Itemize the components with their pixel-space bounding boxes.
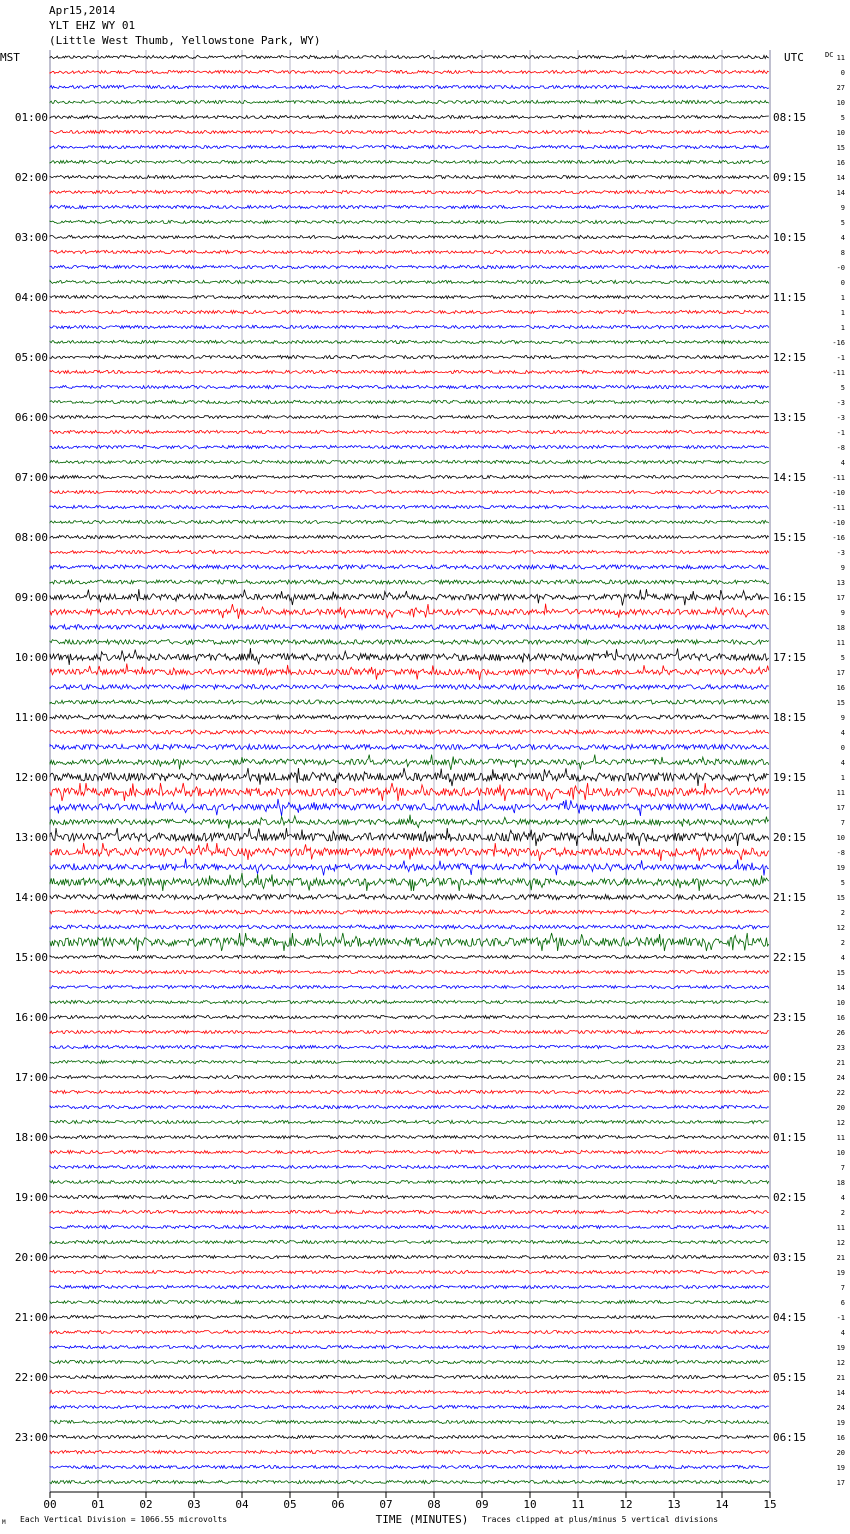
seismic-trace [50, 430, 769, 433]
utc-hour-label: 10:15 [773, 231, 807, 244]
seismic-trace [50, 130, 769, 133]
seismic-trace [50, 1060, 769, 1063]
mst-hour-label: 20:00 [14, 1251, 48, 1264]
mst-hour-label: 16:00 [14, 1011, 48, 1024]
seismic-trace [50, 1420, 769, 1423]
seismic-trace [50, 1180, 769, 1183]
seismic-trace [50, 730, 769, 734]
seismic-trace [50, 700, 769, 704]
dc-offset-label: 13 [836, 579, 845, 587]
seismic-trace [50, 460, 769, 463]
utc-hour-label: 09:15 [773, 171, 807, 184]
seismic-trace [50, 1015, 769, 1018]
mst-hour-label: 03:00 [14, 231, 48, 244]
mst-hour-label: 19:00 [14, 1191, 48, 1204]
seismic-trace [50, 340, 769, 343]
dc-offset-label: 19 [836, 1344, 845, 1352]
seismic-trace [50, 640, 769, 645]
dc-offset-label: 19 [836, 864, 845, 872]
dc-offset-label: 12 [836, 924, 845, 932]
dc-offset-label: -10 [832, 489, 845, 497]
seismic-trace [50, 355, 769, 358]
dc-offset-label: 9 [840, 609, 845, 617]
dc-offset-label: 10 [836, 1149, 845, 1157]
dc-offset-label: 14 [836, 174, 845, 182]
dc-offset-label: 2 [840, 1209, 845, 1217]
dc-offset-label: 21 [836, 1254, 845, 1262]
dc-offset-label: 16 [836, 159, 845, 167]
mst-hour-label: 11:00 [14, 711, 48, 724]
mst-hour-label: 13:00 [14, 831, 48, 844]
seismic-trace [50, 715, 769, 719]
x-tick-label: 06 [331, 1498, 345, 1511]
mst-hour-labels [15, 111, 48, 1444]
seismic-trace [50, 1330, 769, 1333]
seismic-trace [50, 685, 769, 690]
seismic-trace [50, 873, 769, 891]
dc-offset-label: 15 [836, 144, 845, 152]
dc-offset-label: 7 [840, 1284, 845, 1292]
dc-offset-label: 4 [840, 729, 845, 737]
seismic-trace [50, 1480, 769, 1483]
seismic-trace [50, 783, 769, 801]
utc-hour-label: 15:15 [773, 531, 807, 544]
utc-axis-label: UTC [784, 51, 804, 64]
x-tick-label: 13 [667, 1498, 681, 1511]
dc-offset-label: 5 [840, 879, 845, 887]
dc-offset-label: 10 [836, 129, 845, 137]
seismic-trace [50, 190, 769, 193]
dc-offset-label: 6 [840, 1299, 845, 1307]
dc-offset-label: 20 [836, 1449, 845, 1457]
seismic-trace [50, 325, 769, 328]
dc-offset-label: 11 [836, 789, 845, 797]
utc-hour-label: 16:15 [773, 591, 807, 604]
dc-offset-label: 12 [836, 1239, 845, 1247]
seismic-trace [50, 1105, 769, 1108]
dc-offset-label: -0 [836, 264, 845, 272]
dc-offset-label: 10 [836, 834, 845, 842]
seismic-trace [50, 589, 769, 605]
seismic-trace [50, 235, 769, 238]
x-tick-label: 09 [475, 1498, 489, 1511]
seismic-trace [50, 1135, 769, 1138]
corner-mark: M [2, 1519, 6, 1526]
x-tick-label: 08 [427, 1498, 441, 1511]
dc-offset-label: 21 [836, 1374, 845, 1382]
dc-offset-label: 12 [836, 1119, 845, 1127]
seismic-trace [50, 160, 769, 163]
mst-hour-label: 21:00 [14, 1311, 48, 1324]
dc-offset-label: 5 [840, 654, 845, 662]
dc-offset-label: 8 [840, 249, 845, 257]
mst-hour-label: 09:00 [14, 591, 48, 604]
seismic-trace [50, 175, 769, 178]
x-tick-label: 04 [235, 1498, 249, 1511]
utc-hour-label: 23:15 [773, 1011, 807, 1024]
seismic-trace [50, 145, 769, 148]
seismic-trace [50, 280, 769, 283]
dc-offset-label: 14 [836, 189, 845, 197]
seismic-trace [50, 565, 769, 569]
seismic-trace [50, 955, 769, 958]
utc-hour-label: 17:15 [773, 651, 807, 664]
dc-offset-label: 9 [840, 204, 845, 212]
utc-hour-label: 19:15 [773, 771, 807, 784]
mst-hour-label: 06:00 [14, 411, 48, 424]
mst-hour-label: 12:00 [14, 771, 48, 784]
dc-offset-label: 23 [836, 1044, 845, 1052]
dc-offset-label: 11 [836, 639, 845, 647]
dc-offset-label: 1 [840, 324, 845, 332]
seismic-trace [50, 1000, 769, 1003]
dc-offset-label: 10 [836, 99, 845, 107]
clipping-note: Traces clipped at plus/minus 5 vertical divisions [482, 1515, 719, 1524]
seismic-trace [50, 550, 769, 553]
plot-date: Apr15,2014 [49, 4, 116, 17]
seismic-trace [50, 85, 769, 88]
x-tick-label: 01 [91, 1498, 105, 1511]
mst-hour-label: 22:00 [14, 1371, 48, 1384]
dc-offset-label: 5 [840, 384, 845, 392]
seismic-trace [50, 604, 769, 619]
seismic-trace [50, 985, 769, 988]
utc-hour-label: 21:15 [773, 891, 807, 904]
seismic-trace [50, 648, 769, 665]
seismic-trace [50, 755, 769, 770]
dc-offset-label: 7 [840, 1164, 845, 1172]
mst-hour-label: 10:00 [14, 651, 48, 664]
dc-offset-label: 19 [836, 1269, 845, 1277]
dc-offset-label: -11 [832, 504, 845, 512]
dc-offset-label: 17 [836, 1479, 845, 1487]
mst-hour-label: 23:00 [14, 1431, 48, 1444]
utc-hour-label: 02:15 [773, 1191, 807, 1204]
seismic-trace [50, 828, 769, 846]
seismic-trace [50, 925, 769, 929]
seismic-trace [50, 970, 769, 973]
seismic-trace [50, 100, 769, 103]
dc-offset-label: 5 [840, 219, 845, 227]
dc-offset-label: 5 [840, 114, 845, 122]
utc-hour-label: 20:15 [773, 831, 807, 844]
seismic-trace [50, 933, 769, 951]
dc-offset-label: 19 [836, 1464, 845, 1472]
seismic-trace [50, 1165, 769, 1168]
dc-offset-label: -3 [836, 399, 845, 407]
seismic-trace [50, 1345, 769, 1348]
station-name: YLT EHZ WY 01 [49, 19, 136, 32]
x-tick-label: 15 [763, 1498, 777, 1511]
dc-offset-label: -3 [836, 414, 845, 422]
seismic-trace [50, 535, 769, 538]
utc-hour-label: 01:15 [773, 1131, 807, 1144]
dc-offset-labels [832, 54, 845, 1487]
dc-offset-label: 9 [840, 564, 845, 572]
dc-offset-label: 16 [836, 1434, 845, 1442]
seismic-trace [50, 580, 769, 584]
dc-offset-label: 2 [840, 909, 845, 917]
utc-hour-label: 11:15 [773, 291, 807, 304]
dc-offset-label: 15 [836, 969, 845, 977]
dc-offset-label: 14 [836, 1389, 845, 1397]
dc-offset-label: 14 [836, 984, 845, 992]
utc-hour-label: 14:15 [773, 471, 807, 484]
dc-offset-label: 1 [840, 294, 845, 302]
dc-offset-label: 1 [840, 774, 845, 782]
seismic-trace [50, 70, 769, 73]
seismic-trace [50, 1360, 769, 1363]
mst-hour-label: 02:00 [14, 171, 48, 184]
seismic-trace [50, 220, 769, 223]
seismic-trace [50, 490, 769, 493]
seismic-trace [50, 55, 769, 58]
seismic-trace [50, 1300, 769, 1303]
dc-offset-label: 19 [836, 1419, 845, 1427]
dc-offset-label: 12 [836, 1359, 845, 1367]
dc-offset-label: 4 [840, 954, 845, 962]
mst-axis-label: MST [0, 51, 20, 64]
utc-hour-label: 05:15 [773, 1371, 807, 1384]
dc-offset-label: 7 [840, 819, 845, 827]
seismic-trace [50, 520, 769, 523]
seismic-trace [50, 1450, 769, 1453]
dc-offset-label: 21 [836, 1059, 845, 1067]
utc-hour-label: 03:15 [773, 1251, 807, 1264]
seismic-trace [50, 768, 769, 786]
dc-offset-label: 24 [836, 1074, 845, 1082]
dc-offset-label: 11 [836, 54, 845, 62]
utc-hour-label: 12:15 [773, 351, 807, 364]
dc-offset-label: 18 [836, 1179, 845, 1187]
x-tick-label: 02 [139, 1498, 153, 1511]
seismic-trace [50, 799, 769, 816]
seismic-trace [50, 1075, 769, 1078]
seismic-trace [50, 1030, 769, 1033]
dc-offset-label: 10 [836, 999, 845, 1007]
seismic-trace [50, 843, 769, 861]
x-axis-ticks [43, 1492, 776, 1511]
mst-hour-label: 04:00 [14, 291, 48, 304]
utc-hour-label: 13:15 [773, 411, 807, 424]
seismic-trace [50, 1375, 769, 1378]
dc-offset-label: 16 [836, 684, 845, 692]
dc-offset-label: -1 [836, 354, 845, 362]
x-tick-label: 11 [571, 1498, 585, 1511]
dc-offset-label: 17 [836, 669, 845, 677]
dc-offset-label: 17 [836, 594, 845, 602]
dc-offset-label: -8 [836, 849, 845, 857]
seismic-trace [50, 1225, 769, 1228]
seismic-trace [50, 250, 769, 253]
dc-offset-label: 0 [840, 69, 845, 77]
dc-offset-label: 4 [840, 1194, 845, 1202]
seismic-trace [50, 1390, 769, 1393]
utc-hour-label: 04:15 [773, 1311, 807, 1324]
seismic-trace [50, 1405, 769, 1408]
seismic-trace [50, 1195, 769, 1198]
mst-hour-label: 01:00 [14, 111, 48, 124]
seismic-trace [50, 1090, 769, 1093]
seismic-trace [50, 1465, 769, 1468]
dc-offset-label: 2 [840, 939, 845, 947]
dc-offset-label: 27 [836, 84, 845, 92]
seismic-trace [50, 1435, 769, 1438]
x-axis-title: TIME (MINUTES) [375, 1513, 469, 1526]
dc-offset-label: -11 [832, 369, 845, 377]
utc-hour-label: 00:15 [773, 1071, 807, 1084]
dc-offset-label: -11 [832, 474, 845, 482]
dc-offset-label: 17 [836, 804, 845, 812]
seismic-trace [50, 265, 769, 268]
dc-offset-label: 9 [840, 714, 845, 722]
seismic-trace [50, 859, 769, 876]
seismic-trace [50, 1120, 769, 1123]
dc-offset-label: -10 [832, 519, 845, 527]
dc-offset-label: 11 [836, 1224, 845, 1232]
mst-hour-label: 05:00 [14, 351, 48, 364]
seismic-trace [50, 475, 769, 478]
seismic-trace [50, 1270, 769, 1273]
seismic-trace [50, 1315, 769, 1318]
dc-offset-label: -16 [832, 534, 845, 542]
utc-hour-label: 18:15 [773, 711, 807, 724]
dc-offset-label: 20 [836, 1104, 845, 1112]
dc-offset-label: 15 [836, 699, 845, 707]
seismic-trace [50, 910, 769, 914]
utc-hour-label: 08:15 [773, 111, 807, 124]
mst-hour-label: 18:00 [14, 1131, 48, 1144]
x-tick-label: 07 [379, 1498, 393, 1511]
x-tick-label: 00 [43, 1498, 57, 1511]
seismic-trace [50, 1255, 769, 1258]
dc-offset-label: -8 [836, 444, 845, 452]
dc-offset-label: 24 [836, 1404, 845, 1412]
seismic-trace [50, 1285, 769, 1288]
mst-hour-label: 14:00 [14, 891, 48, 904]
dc-offset-label: 18 [836, 624, 845, 632]
mst-hour-label: 07:00 [14, 471, 48, 484]
seismic-trace [50, 894, 769, 899]
dc-offset-label: 11 [836, 1134, 845, 1142]
seismic-trace [50, 385, 769, 388]
dc-offset-label: 15 [836, 894, 845, 902]
seismic-trace [50, 205, 769, 208]
dc-offset-label: 4 [840, 459, 845, 467]
x-tick-label: 03 [187, 1498, 201, 1511]
seismic-trace [50, 505, 769, 508]
mst-hour-label: 17:00 [14, 1071, 48, 1084]
seismic-trace [50, 1045, 769, 1048]
dc-offset-label: 1 [840, 309, 845, 317]
dc-offset-label: 4 [840, 234, 845, 242]
seismic-trace [50, 400, 769, 403]
dc-offset-label: 16 [836, 1014, 845, 1022]
utc-hour-label: 22:15 [773, 951, 807, 964]
seismic-trace [50, 445, 769, 448]
dc-offset-label: 4 [840, 759, 845, 767]
dc-offset-label: -3 [836, 549, 845, 557]
dc-column-label: DC [825, 51, 834, 59]
seismic-trace [50, 664, 769, 681]
seismic-trace [50, 1240, 769, 1243]
seismic-trace [50, 415, 769, 418]
seismic-trace [50, 1150, 769, 1153]
x-tick-label: 10 [523, 1498, 537, 1511]
dc-offset-label: -1 [836, 1314, 845, 1322]
utc-hour-label: 06:15 [773, 1431, 807, 1444]
seismic-trace [50, 370, 769, 373]
vertical-scale-note: Each Vertical Division = 1066.55 microvolts [20, 1515, 228, 1524]
dc-offset-label: 0 [840, 279, 845, 287]
mst-hour-label: 15:00 [14, 951, 48, 964]
x-tick-label: 05 [283, 1498, 297, 1511]
dc-offset-label: 0 [840, 744, 845, 752]
seismic-trace [50, 815, 769, 829]
seismic-trace [50, 625, 769, 630]
dc-offset-label: 22 [836, 1089, 845, 1097]
station-location: (Little West Thumb, Yellowstone Park, WY) [49, 34, 321, 47]
seismic-trace [50, 310, 769, 313]
dc-offset-label: 4 [840, 1329, 845, 1337]
dc-offset-label: -16 [832, 339, 845, 347]
x-tick-label: 12 [619, 1498, 633, 1511]
dc-offset-label: 26 [836, 1029, 845, 1037]
mst-hour-label: 08:00 [14, 531, 48, 544]
seismic-traces [50, 55, 769, 1483]
seismic-trace [50, 115, 769, 118]
seismic-trace [50, 744, 769, 749]
dc-offset-label: -1 [836, 429, 845, 437]
seismic-trace [50, 1210, 769, 1213]
x-tick-label: 14 [715, 1498, 729, 1511]
seismic-trace [50, 295, 769, 298]
utc-hour-labels [773, 111, 806, 1444]
